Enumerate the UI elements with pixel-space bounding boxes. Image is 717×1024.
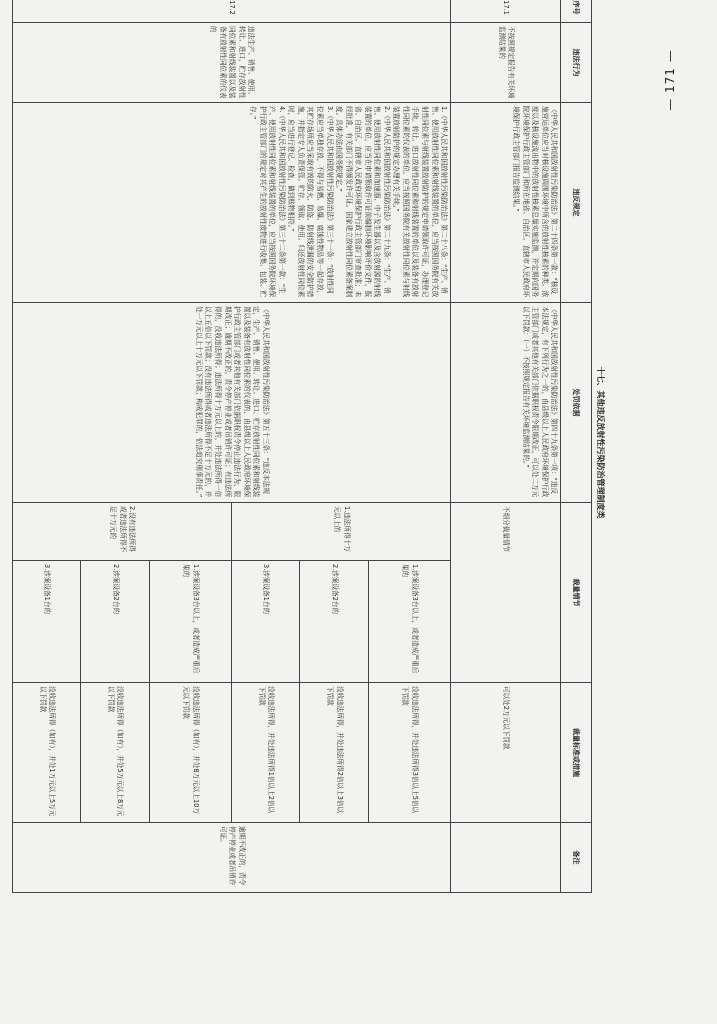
circumstance-2: 2.涉案设备2台的 — [300, 561, 368, 683]
penalty-standard-2: 没收违法所得，并处违法所得2倍以上3倍以下罚款 — [300, 683, 368, 823]
penalty-standard-1: 没收违法所得，并处违法所得3倍以上5倍以下罚款 — [368, 683, 451, 823]
header-rule: 违反规定 — [561, 103, 592, 303]
table-row-17-2 — [368, 0, 451, 893]
penalty-basis: 《中华人民共和国放射性污染防治法》第五十三条：“违反本法规定，生产、销售、使用、转让、进口、贮存放射性同位素和射线装置以及装备有放射性同位素的仪表的，由县级以上人民政府环境保护行政主管部门或者其他有关部门依据职权责令停止违法行为，限期改正；逾期不改正的，责令停产停业或者吊销许可证；有违法所得的，没收违法所得；违法所得十万元以上的，并处违法所得一倍以上五倍以下罚款；没有违法所得或者违法所得不足十万元的，并处一万元以上十万元以下罚款；构成犯罪的，依法追究刑事责任。” — [13, 303, 451, 503]
table-row-17-1 — [451, 0, 561, 893]
violated-rule: 《中华人民共和国放射性污染防治法》第二十四条第一款：“核设施营运单位应当对核设施周围环境中所含的放射性核素的种类、浓度以及核设施流出物中的放射性核素总量实施监测，并定期向国务院环境保护行政主管部门和所在地省、自治区、直辖市人民政府环境保护行政主管部门报告监测结果。” — [451, 103, 561, 303]
header-act: 违法行为 — [561, 23, 592, 103]
remark: 逾期不改正的，责令停产停业或者吊销许可证。 — [13, 823, 451, 893]
header-remark: 备注 — [561, 823, 592, 893]
remark — [451, 823, 561, 893]
violated-rule — [13, 103, 451, 303]
penalty-table — [12, 0, 609, 893]
penalty-basis: 《中华人民共和国放射性污染防治法》第四十九条第一项：“违反本法规定，有下列行为之一的，由县级以上人民政府环境保护行政主管部门或者其他有关部门依据职权责令限期改正，可以处二万元以下罚款：（一）不按照规定报告有关环境监测结果的。” — [451, 303, 561, 503]
violation-act: 不按照规定报告有关环境监测结果的 — [451, 23, 561, 103]
circumstance-5: 2.涉案设备2台的 — [81, 561, 149, 683]
header-basis: 处罚依据 — [561, 303, 592, 503]
header-row — [561, 0, 592, 893]
penalty-standard-3: 没收违法所得，并处违法所得1倍以上2倍以下罚款 — [232, 683, 300, 823]
section-title: 十七、其他违反放射性污染防治管理制度类 — [596, 366, 605, 519]
row-number: 17.2 — [13, 0, 451, 23]
circumstance-group-1: 1.违法所得十万元以上的 — [232, 503, 451, 561]
penalty-standard-6: 没收违法所得（如有），并处1万元以上5万元以下罚款 — [13, 683, 81, 823]
page-number: — 171 — — [663, 49, 678, 111]
header-no: 序号 — [561, 0, 592, 23]
circumstance-4: 1.涉案设备3台以上，或者造成严重后果的 — [149, 561, 232, 683]
circumstance-1: 1.涉案设备3台以上，或者造成严重后果的 — [368, 561, 451, 683]
header-circ: 裁量情节 — [561, 503, 592, 683]
row-number: 17.1 — [451, 0, 561, 23]
rule-item-1: 1.《中华人民共和国放射性污染防治法》第二十八条：“生产、销售、使用放射性同位素和射线装置的单位，应当按照国务院有关放射性同位素与射线装置放射防护的规定申请领取许可证，办理登记手续。转让、进口放射性同位素和射线装置的单位以及装备有放射性同位素的仪表的单位，应当按照国务院有关放射性同位素与射线装置放射防护的规定办理有关手续。” — [392, 106, 449, 298]
circumstance-6: 3.涉案设备1台的 — [13, 561, 81, 683]
circumstance-3: 3.涉案设备1台的 — [232, 561, 300, 683]
rule-item-4: 4.《中华人民共和国放射性污染防治法》第三十二条第一款：“生产、使用放射性同位素和射线装置的单位，应当按照国务院环境保护行政主管部门的规定对其产生的放射性废物进行收集、包装、贮存。” — [249, 106, 286, 298]
header-std: 裁量标准或措施 — [561, 683, 592, 823]
circumstance-group-2: 2.没有违法所得或者违法所得不足十万元的 — [13, 503, 232, 561]
rotated-table-sheet — [29, 0, 609, 892]
penalty-standard-4: 没收违法所得（如有），并处8万元以上10万元以下罚款 — [149, 683, 232, 823]
penalty-standard: 可以处2万元以下罚款 — [451, 683, 561, 823]
rule-item-2: 2.《中华人民共和国放射性污染防治法》第二十九条：“生产、销售、使用放射性同位素和加速器、中子发生器以及含放射源的射线装置的单位，应当在申请领取许可证前编制环境影响评价文件，报省、自治区、直辖市人民政府环境保护行政主管部门审查批准；未经批准，有关部门不得颁发许可证。国家建立放射性同位素备案制度。具体办法由国务院规定。” — [335, 106, 391, 298]
rule-item-3: 3.《中华人民共和国放射性污染防治法》第三十一条：“放射性同位素应当单独存放，不得与易燃、易爆、腐蚀性物品等一起存放，其贮存场所应当采取有效的防火、防盗、防射线泄漏的安全防护措施，并指定专人负责保管。贮存、领取、使用、归还放射性同位素时，应当进行登记、检查，做到账物相符。” — [287, 106, 334, 298]
penalty-standard-5: 没收违法所得（如有），并处5万元以上8万元以下罚款 — [81, 683, 149, 823]
violation-act: 违法生产、销售、使用、转让、进口，贮存放射性同位素和射线装置以及装备有放射性同位素的仪表的 — [13, 23, 451, 103]
circumstance: 不细分裁量情节 — [451, 503, 561, 683]
